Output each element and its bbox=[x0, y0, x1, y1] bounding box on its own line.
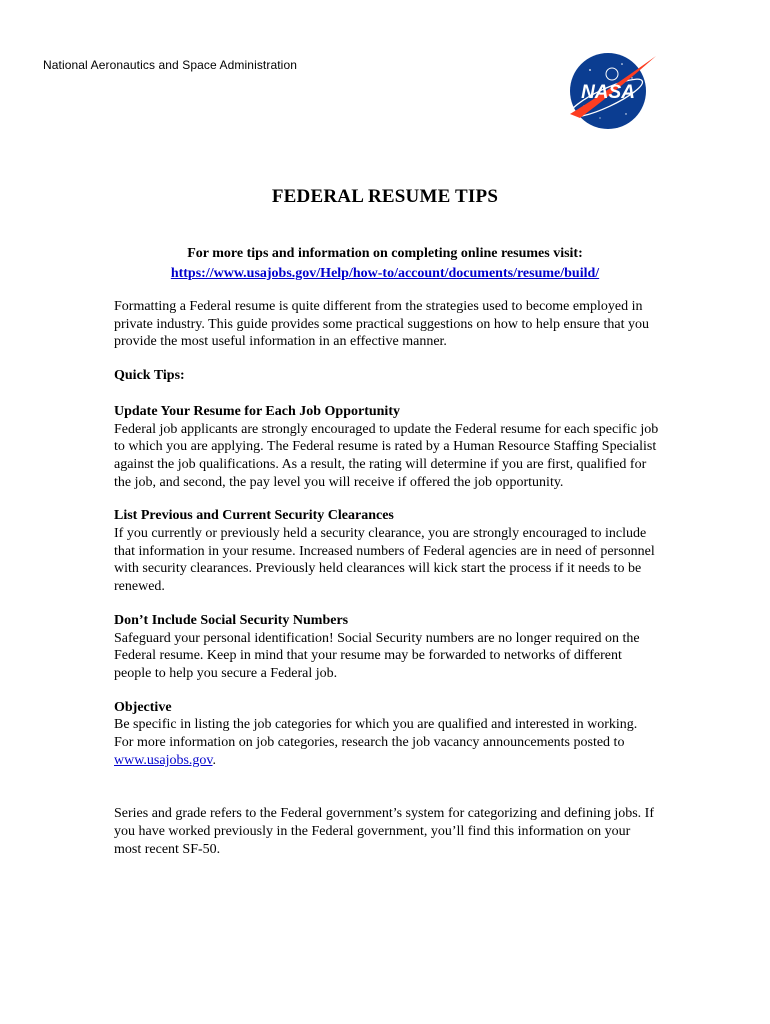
objective-period: . bbox=[212, 752, 217, 768]
intro-line: For more tips and information on completing online resumes visit: bbox=[187, 246, 583, 261]
section-heading-update: Update Your Resume for Each Job Opportunity bbox=[114, 403, 400, 419]
section-body-clearances: If you currently or previously held a security clearance, you are strongly encouraged to include that information in your resume. Increased numbers of Federal agencies are in need of personnel with security clearances. Previously held clearances will kick start the process if it needs to be renewed. bbox=[114, 526, 655, 595]
intro-paragraph: Formatting a Federal resume is quite different from the strategies used to become employed in private industry. This guide provides some practical suggestions on how to help ensure that you provide the most useful information in an effective manner. bbox=[114, 299, 650, 350]
nasa-logo bbox=[560, 48, 660, 132]
section-body-update: Federal job applicants are strongly encouraged to update the Federal resume for each specific job to which you are applying. The Federal resume is rated by a Human Resource Staffing Specialist against the job qualifications. As a result, the rating will determine if you are first, qualified for the job, and second, the pay level you will receive if offered the job opportunity. bbox=[114, 421, 659, 490]
agency-name: National Aeronautics and Space Administration bbox=[43, 58, 297, 72]
quick-tips-label: Quick Tips: bbox=[114, 368, 185, 384]
usajobs-resume-link[interactable]: https://www.usajobs.gov/Help/how-to/account/documents/resume/build/ bbox=[170, 266, 600, 281]
section-body-ssn: Safeguard your personal identification! Social Security numbers are no longer required on the Federal resume. Keep in mind that your resume may be forwarded to networks of different people to help you secure a Federal job. bbox=[114, 630, 640, 681]
main-content bbox=[114, 298, 659, 859]
section-heading-clearances: List Previous and Current Security Clearances bbox=[114, 508, 394, 524]
usajobs-link[interactable]: www.usajobs.gov bbox=[114, 752, 213, 768]
page-title: FEDERAL RESUME TIPS bbox=[271, 186, 499, 207]
section-heading-ssn: Don’t Include Social Security Numbers bbox=[114, 612, 349, 628]
intro-block bbox=[0, 244, 770, 284]
series-grade-paragraph: Series and grade refers to the Federal government’s system for categorizing and defining jobs. If you have worked previously in the Federal government, you’ll find this information on your most recent SF-50. bbox=[114, 806, 654, 857]
section-heading-objective: Objective bbox=[114, 699, 172, 715]
nasa-logo-text: NASA bbox=[581, 82, 635, 103]
objective-text: Be specific in listing the job categories for which you are qualified and interested in working. For more information on job categories, research the job vacancy announcements posted to bbox=[114, 717, 638, 751]
section-body-objective bbox=[114, 716, 659, 769]
